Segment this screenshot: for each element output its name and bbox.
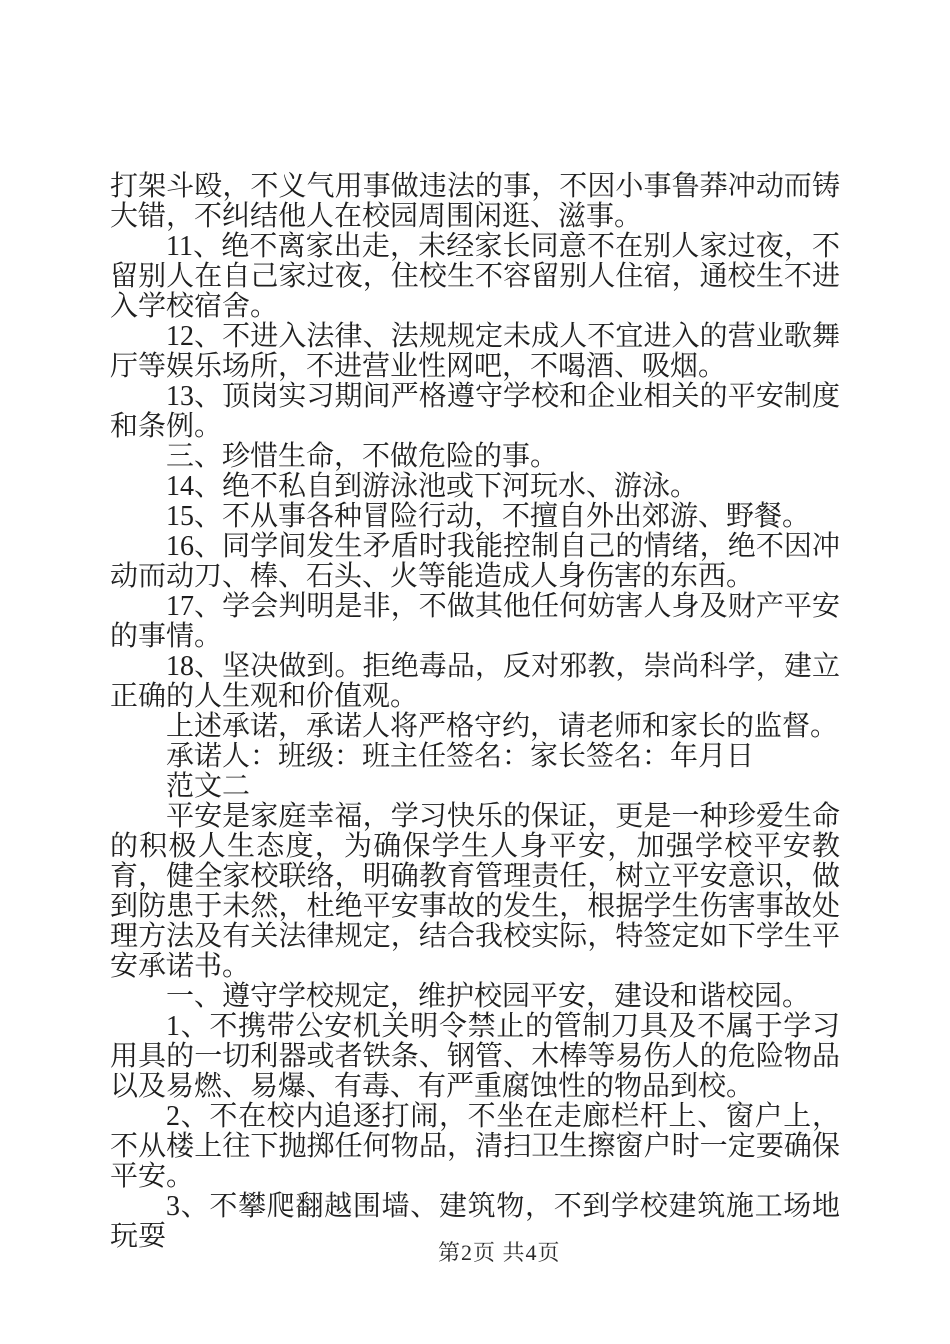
document-body [110, 172, 840, 1252]
paragraph: 15、不从事各种冒险行动，不擅自外出郊游、野餐。 [166, 501, 811, 532]
paragraph: 13、顶岗实习期间严格遵守学校和企业相关的平安制度和条例。 [110, 381, 840, 442]
paragraph: 打架斗殴，不义气用事做违法的事，不因小事鲁莽冲动而铸大错，不纠结他人在校园周围闲逛、滋事。 [110, 171, 840, 232]
paragraph: 14、绝不私自到游泳池或下河玩水、游泳。 [166, 471, 699, 502]
paragraph: 范文二 [166, 771, 251, 802]
paragraph: 18、坚决做到。拒绝毒品，反对邪教，崇尚科学，建立正确的人生观和价值观。 [110, 651, 840, 712]
paragraph: 11、绝不离家出走，未经家长同意不在别人家过夜，不留别人在自己家过夜，住校生不容留别人住宿，通校生不进入学校宿舍。 [110, 231, 840, 322]
paragraph: 12、不进入法律、法规规定未成人不宜进入的营业歌舞厅等娱乐场所，不进营业性网吧，不喝酒、吸烟。 [110, 321, 840, 382]
paragraph: 一、遵守学校规定，维护校园平安，建设和谐校园。 [166, 981, 811, 1012]
paragraph: 1、不携带公安机关明令禁止的管制刀具及不属于学习用具的一切利器或者铁条、钢管、木棒等易伤人的危险物品以及易燃、易爆、有毒、有严重腐蚀性的物品到校。 [110, 1011, 840, 1102]
paragraph: 承诺人：班级：班主任签名：家长签名：年月日 [166, 741, 755, 772]
paragraph: 17、学会判明是非，不做其他任何妨害人身及财产平安的事情。 [110, 591, 840, 652]
paragraph: 三、珍惜生命，不做危险的事。 [166, 441, 559, 472]
paragraph: 上述承诺，承诺人将严格守约，请老师和家长的监督。 [166, 711, 839, 742]
paragraph: 平安是家庭幸福，学习快乐的保证，更是一种珍爱生命的积极人生态度，为确保学生人身平安，加强学校平安教育，健全家校联络，明确教育管理责任，树立平安意识，做到防患于未然，杜绝平安事故的发生，根据学生伤害事故处理方法及有关法律规定，结合我校实际，特签定如下学生平安承诺书。 [110, 801, 840, 982]
paragraph: 3、不攀爬翻越围墙、建筑物，不到学校建筑施工场地玩耍 [110, 1191, 840, 1252]
paragraph: 16、同学间发生矛盾时我能控制自己的情绪，绝不因冲动而动刀、棒、石头、火等能造成人身伤害的东西。 [110, 531, 840, 592]
page-footer [438, 1241, 561, 1265]
paragraph: 2、不在校内追逐打闹，不坐在走廊栏杆上、窗户上，不从楼上往下抛掷任何物品，清扫卫生擦窗户时一定要确保平安。 [110, 1101, 840, 1192]
page-number-indicator: 第2页 共4页 [438, 1240, 561, 1265]
